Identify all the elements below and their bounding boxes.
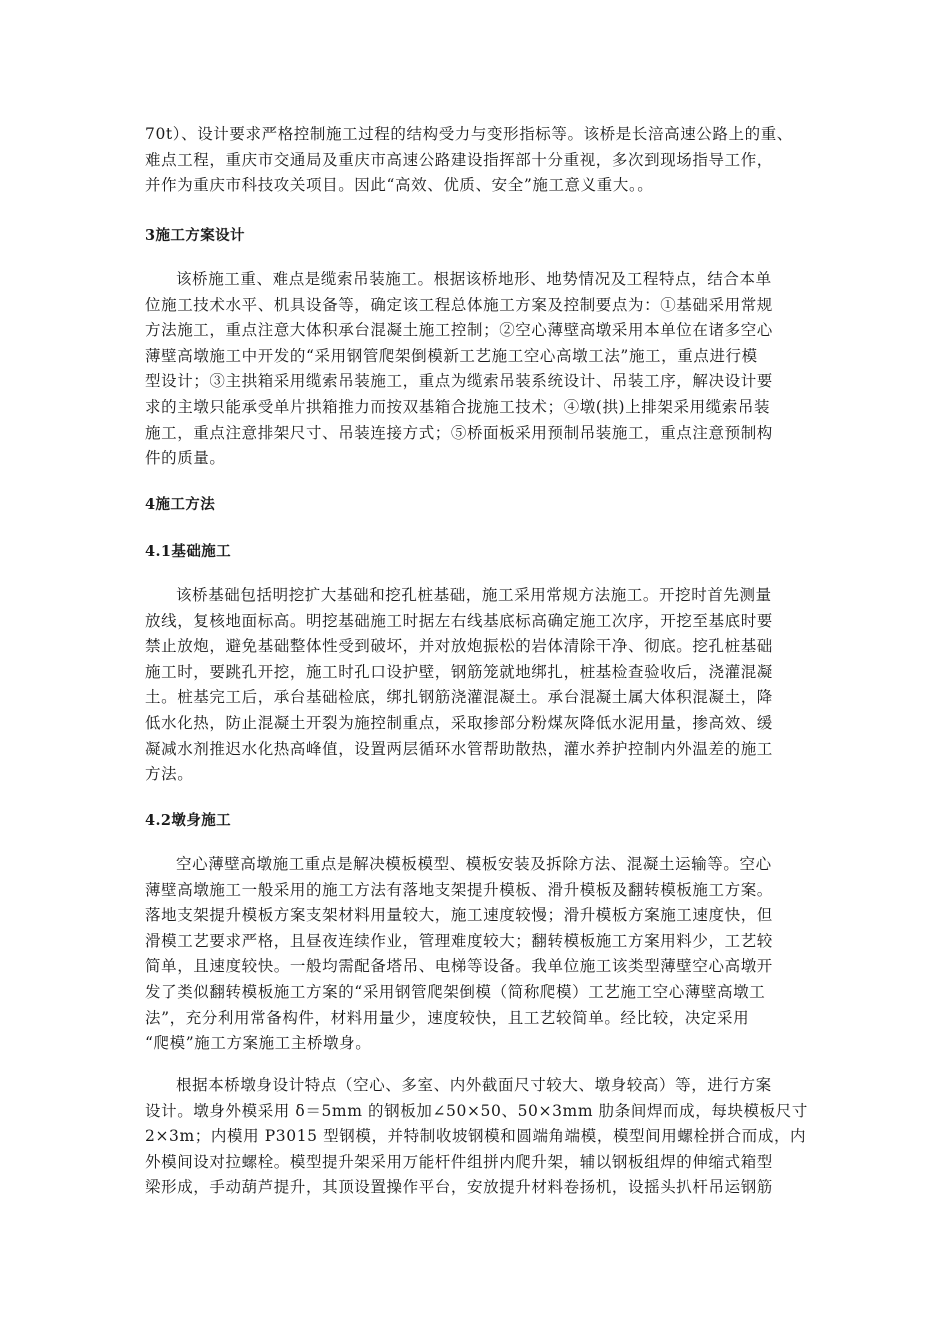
text-line: 低水化热，防止混凝土开裂为施控制重点，采取掺部分粉煤灰降低水泥用量，掺高效、缓	[145, 713, 773, 732]
text-line: 空心薄壁高墩施工重点是解决模板模型、模板安装及拆除方法、混凝土运输等。空心	[176, 855, 772, 873]
text-line: 放线，复核地面标高。明挖基础施工时据左右线基底标高确定施工次序，开挖至基底时要	[145, 611, 773, 630]
section-heading-3: 3施工方案设计	[145, 227, 245, 244]
text-line: 2×3m；内模用 P3015 型钢模，并特制收坡钢模和圆端角端模，模型间用螺栓拼合而成，内	[145, 1127, 807, 1146]
text-line: 施工，重点注意排架尺寸、吊装连接方式；⑤桥面板采用预制吊装施工，重点注意预制构	[145, 423, 773, 442]
text-line: 70t）、设计要求严格控制施工过程的结构受力与变形指标等。该桥是长涪高速公路上的重、	[145, 125, 793, 143]
text-line: 滑模工艺要求严格，且昼夜连续作业，管理难度较大；翻转模板施工方案用料少，工艺较	[145, 931, 773, 950]
text-line: 设计。墩身外模采用 δ＝5mm 的钢板加∠50×50、50×3mm 肋条间焊而成，每块模板尺寸	[145, 1101, 808, 1120]
paragraph-section-4-1	[145, 583, 815, 788]
text-line: 难点工程，重庆市交通局及重庆市高速公路建设指挥部十分重视，多次到现场指导工作，	[145, 150, 773, 169]
text-line: 件的质量。	[145, 449, 226, 468]
text-line: 法”，充分利用常备构件，材料用量少，速度较快，且工艺较简单。经比较，决定采用	[145, 1008, 750, 1027]
text-line: 求的主墩只能承受单片拱箱推力而按双基箱合拢施工技术；④墩(拱)上排架采用缆索吊装	[145, 397, 771, 416]
paragraph-section-3	[145, 267, 815, 472]
text-line: 根据本桥墩身设计特点（空心、多室、内外截面尺寸较大、墩身较高）等，进行方案	[176, 1076, 772, 1094]
text-line: 位施工技术水平、机具设备等，确定该工程总体施工方案及控制要点为：①基础采用常规	[145, 295, 773, 314]
text-line: “爬模”施工方案施工主桥墩身。	[145, 1034, 372, 1053]
text-line: 梁形成，手动葫芦提升，其顶设置操作平台，安放提升材料卷扬机，设摇头扒杆吊运钢筋	[145, 1178, 773, 1197]
section-heading-4-2: 4.2墩身施工	[145, 812, 232, 829]
paragraph-intro	[145, 122, 815, 199]
text-line: 土。桩基完工后，承台基础检底，绑扎钢筋浇灌混凝土。承台混凝土属大体积混凝土，降	[145, 688, 773, 707]
text-line: 施工时，要跳孔开挖，施工时孔口设护壁，钢筋笼就地绑扎，桩基检查验收后，浇灌混凝	[145, 662, 773, 681]
paragraph-section-4-2-b	[145, 1073, 815, 1201]
text-line: 薄壁高墩施工中开发的“采用钢管爬架倒模新工艺施工空心高墩工法”施工，重点进行模	[145, 346, 758, 365]
text-line: 禁止放炮，避免基础整体性受到破坏，并对放炮振松的岩体清除干净、彻底。挖孔桩基础	[145, 637, 773, 656]
text-line: 薄壁高墩施工一般采用的施工方法有落地支架提升模板、滑升模板及翻转模板施工方案。	[145, 880, 773, 899]
text-line: 方法施工，重点注意大体积承台混凝土施工控制；②空心薄壁高墩采用本单位在诸多空心	[145, 321, 773, 340]
text-line: 凝减水剂推迟水化热高峰值，设置两层循环水管帮助散热，灌水养护控制内外温差的施工	[145, 739, 773, 758]
section-heading-4: 4施工方法	[145, 496, 216, 513]
text-line: 发了类似翻转模板施工方案的“采用钢管爬架倒模（简称爬模）工艺施工空心薄壁高墩工	[145, 982, 766, 1001]
section-heading-4-1: 4.1基础施工	[145, 543, 232, 560]
paragraph-section-4-2-a	[145, 852, 815, 1057]
text-line: 型设计；③主拱箱采用缆索吊装施工，重点为缆索吊装系统设计、吊装工序，解决设计要	[145, 372, 773, 391]
text-line: 方法。	[145, 765, 194, 784]
text-line: 外模间设对拉螺栓。模型提升架采用万能杆件组拼内爬升架，辅以钢板组焊的伸缩式箱型	[145, 1152, 773, 1171]
text-line: 该桥施工重、难点是缆索吊装施工。根据该桥地形、地势情况及工程特点，结合本单	[176, 270, 772, 288]
text-line: 落地支架提升模板方案支架材料用量较大，施工速度较慢；滑升模板方案施工速度快，但	[145, 906, 773, 925]
text-line: 该桥基础包括明挖扩大基础和挖孔桩基础，施工采用常规方法施工。开挖时首先测量	[176, 586, 772, 604]
text-line: 并作为重庆市科技攻关项目。因此“高效、优质、安全”施工意义重大。。	[145, 176, 654, 195]
text-line: 简单，且速度较快。一般均需配备塔吊、电梯等设备。我单位施工该类型薄壁空心高墩开	[145, 957, 773, 976]
